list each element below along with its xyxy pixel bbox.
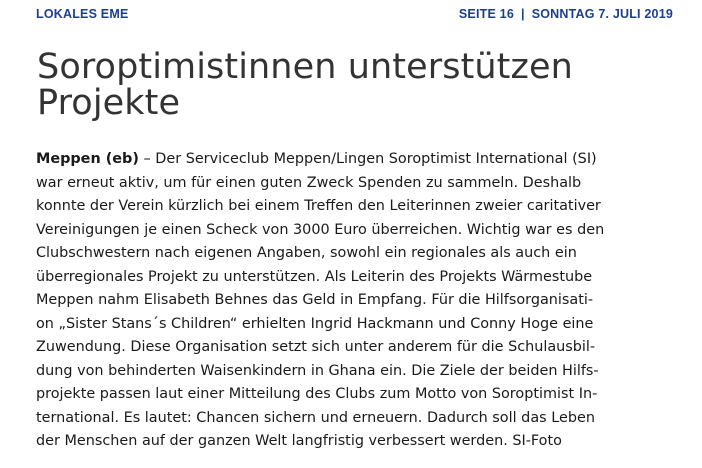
body-line-5: Clubschwestern nach eigenen Angaben, sowohl ein regionales als auch ein [36, 245, 577, 261]
article-headline [37, 49, 677, 121]
body-line-10: dung von behinderten Waisenkindern in Ghana ein. Die Ziele der beiden Hilfs- [36, 362, 599, 379]
body-line-13: der Menschen auf der ganzen Welt langfristig verbessert werden. SI-Foto [36, 433, 562, 449]
body-line-9: Zuwendung. Diese Organisation setzt sich unter anderem für die Schulausbil- [36, 339, 596, 355]
issue-date: SONNTAG 7. JULI 2019 [531, 7, 673, 21]
body-line-1-text: – Der Serviceclub Meppen/Lingen Soroptimist International (SI) [138, 151, 597, 167]
headline-line-2: Projekte [37, 83, 181, 123]
article-dateline: Meppen (eb) [36, 151, 139, 167]
page-info [459, 7, 673, 21]
body-line-12: ternational. Es lautet: Chancen sichern und erneuern. Dadurch soll das Leben [36, 409, 595, 426]
page-header [36, 7, 673, 27]
body-line-11: projekte passen laut einer Mitteilung des Clubs zum Motto von Soroptimist In- [36, 386, 598, 402]
section-label: LOKALES EME [36, 7, 129, 21]
headline-line-1: Soroptimistinnen unterstützen [37, 47, 573, 87]
body-line-7: Meppen nahm Elisabeth Behnes das Geld in Empfang. Für die Hilfsorganisati- [36, 292, 594, 308]
page-number: SEITE 16 [458, 7, 514, 21]
body-line-8: on „Sister Stans´s Children“ erhielten Ingrid Hackmann und Conny Hoge eine [36, 315, 594, 332]
body-line-4: Vereinigungen je einen Scheck von 3000 Euro überreichen. Wichtig war es den [36, 221, 605, 238]
body-line-1 [36, 148, 676, 172]
body-line-3: konnte der Verein kürzlich bei einem Treffen den Leiterinnen zweier caritativer [36, 198, 601, 214]
header-separator: | [520, 7, 525, 21]
body-line-6: überregionales Projekt zu unterstützen. Als Leiterin des Projekts Wärmestube [36, 268, 593, 285]
body-line-2: war erneut aktiv, um für einen guten Zweck Spenden zu sammeln. Deshalb [36, 174, 582, 191]
article-body [36, 148, 676, 454]
